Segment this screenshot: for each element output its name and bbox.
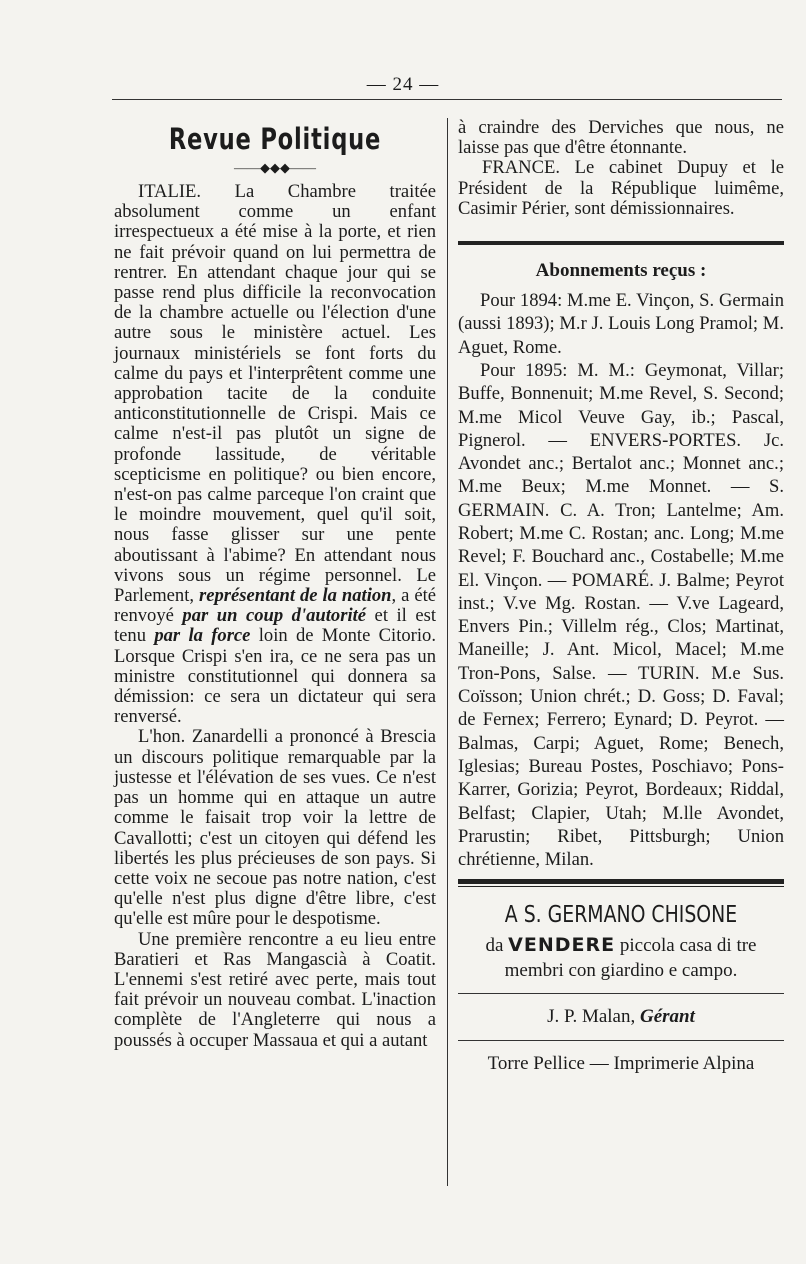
paragraph-baratieri: Une première rencontre a eu lieu entre Baratieri et Ras Mangascià à Coatit. L'ennemi s'est retiré avec perte, mais tout fait prévoir un nouveau combat. L'inaction complète de l'Angleterre qui nous a poussés à occuper Massaua et qui a autant <box>114 928 436 1051</box>
paragraph-zanardelli: L'hon. Zanardelli a prononcé à Brescia un discours politique remarquable par la justesse et l'élévation de ses vues. Ce n'est pas un homme qui en attaque un autre comme le faisait trop voir la lettre de Cavallotti; c'est un citoyen qui défend les libertés les plus précieuses de son pays. Si cette voix ne secoue pas notre nation, c'est qu'elle n'est plus digne d'être libre, c'est qu'elle est mûre pour le despotisme. <box>114 726 436 930</box>
page-number: — 24 — <box>366 74 440 95</box>
ad-text <box>458 933 784 983</box>
ad-rest: piccola casa di tre membri con giardino e campo. <box>504 935 757 982</box>
abonnements-heading: Abonnements reçus : <box>535 260 707 282</box>
ad-rule <box>458 879 784 887</box>
italie-em-3: par la force <box>154 625 251 647</box>
printer-line: Torre Pellice — Imprimerie Alpina <box>487 1053 755 1075</box>
italie-text-b: , a été renvoyé <box>114 585 436 627</box>
gerant-line <box>458 1004 784 1030</box>
paragraph-italie <box>114 182 436 727</box>
italie-text-d: loin de Monte Citorio. Lorsque Crispi s'en ira, ce ne sera pas un ministre constitutionnel qui donnera sa démission: ce sera un dictateur qui sera renversé. <box>114 625 436 728</box>
header-rule <box>112 99 782 100</box>
ad-title: A S. GERMANO CHISONE <box>504 902 738 929</box>
section-rule <box>458 241 784 245</box>
ad-vendere: VENDERE <box>508 934 616 957</box>
abonnements-1894: Pour 1894: M.me E. Vinçon, S. Germain (aussi 1893); M.r J. Louis Long Pramol; M. Aguet, Rome. <box>458 290 784 358</box>
gerant-rule <box>458 993 784 994</box>
gerant-role: Gérant <box>640 1006 695 1028</box>
abonnements-1895: Pour 1895: M. M.: Geymonat, Villar; Buffe, Bonnenuit; M.me Revel, S. Second; M.me Micol Veuve Gay, ib.; Pascal, Pignerol. — ENVERS-PORTES. Jc. Avondet anc.; Bertalot anc.; Monnet anc.; M.me Beux; M.me Monnet. — S. GERMAIN. C. A. Tron; Lantelme; Am. Robert; M.me C. Rostan; anc. Long; M.me Revel; F. Bouchard anc., Costabelle; M.me El. Vinçon. — POMARÉ. J. Balme; Peyrot inst.; V.ve Mg. Rostan. — V.ve Lageard, Envers Pin.; Villelm rég., Clos; Martinat, Maneille; J. Ant. Micol, Macel; M.me Tron-Pons, Salse. — TURIN. M.e Sus. Coïsson; Union chrét.; D. Goss; D. Faval; de Fernex; Ferrero; Eynard; D. Peyrot. — Balmas, Carpi; Aguet, Rome; Benech, Iglesias; Bureau Postes, Poschiavo; Pons-Karrer, Gorizia; Peyrot, Bordeaux; Riddal, Belfast; Clapier, Utah; M.lle Avondet, Prarustin; Ribet, Pittsburgh; Union chrétienne, Milan. <box>458 359 784 871</box>
section-title: Revue Politique <box>168 122 382 156</box>
title-ornament: ——◆◆◆—— <box>234 160 316 175</box>
gerant-name: J. P. Malan, <box>547 1006 636 1028</box>
paragraph-continuation: à craindre des Derviches que nous, ne laisse pas que d'être étonnante. <box>458 117 784 159</box>
paragraph-france: FRANCE. Le cabinet Dupuy et le Président de la République luimême, Casimir Périer, sont démissionnaires. <box>458 157 784 219</box>
ad-da: da <box>485 935 504 957</box>
italie-em-2: par un coup d'autorité <box>182 605 367 627</box>
italie-em-1: représentant de la nation <box>198 585 392 607</box>
left-column <box>114 118 436 1051</box>
italie-text-a: ITALIE. La Chambre traitée absolument comme un enfant irrespectueux a été mise à la porte, et rien ne fait prévoir quand on lui permettra de rentrer. En attendant chaque jour qui se passe rend plus difficile la reconvocation de la chambre actuelle ou l'élection d'une autre sous le ministère actuel. Les journaux ministériels se font forts du calme du pays et l'interprêtent comme une approbation tacite de la conduite anticonstitutionnelle de Crispi. Mais ce calme n'est-il pas plutôt un signe de profonde lassitude, de véritable scepticisme en politique? ou bien encore, n'est-on pas calme parceque l'on craint que le moindre mouvement, quel qu'il soit, nous fasse glisser sur une pente aboutissant à l'abime? En attendant nous vivons sous un régime personnel. Le Parlement, <box>114 181 436 607</box>
column-divider <box>447 118 448 1186</box>
right-column <box>458 118 784 1077</box>
printer-rule <box>458 1040 784 1041</box>
italie-text-c: et il est tenu <box>114 605 436 647</box>
